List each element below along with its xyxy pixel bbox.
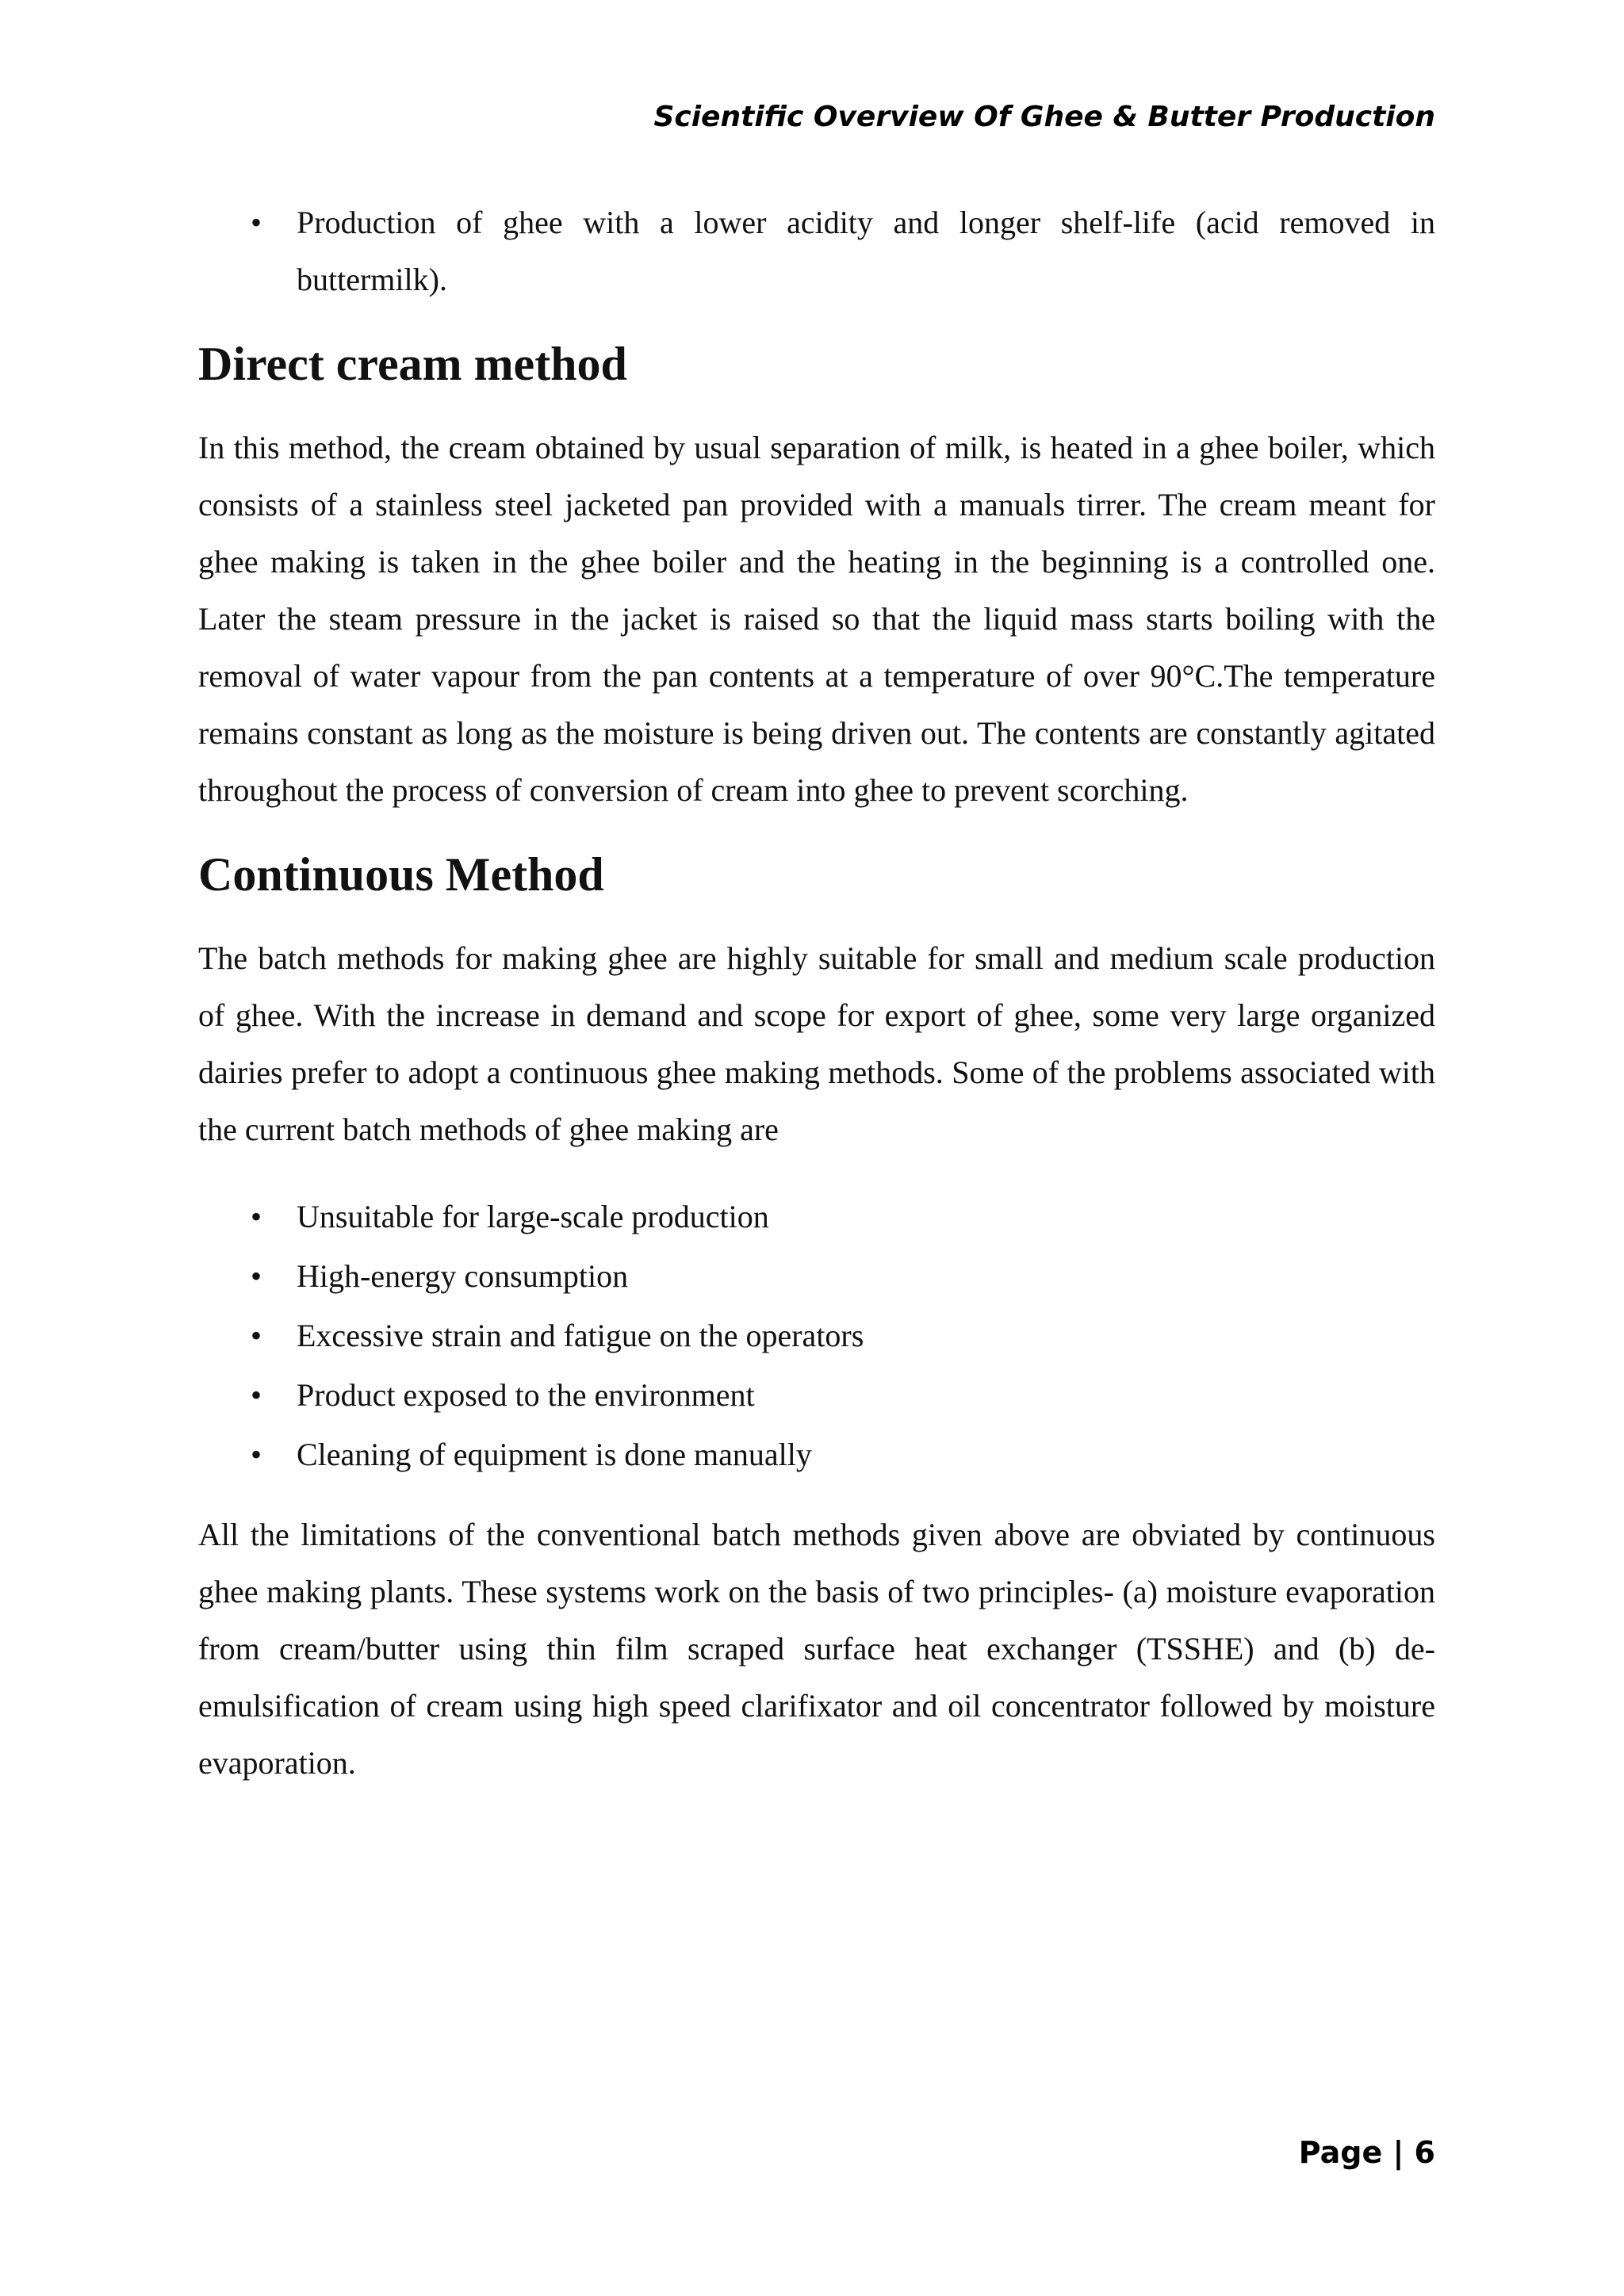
bullet-icon: • — [251, 1199, 262, 1234]
page-body — [198, 194, 1435, 1792]
bullet-icon: • — [251, 1377, 262, 1413]
section-paragraph: In this method, the cream obtained by usual separation of milk, is heated in a ghee boiler, which consists of a stainless steel jacketed pan provided with a manuals tirrer. The cream meant for ghee making is taken in the ghee boiler and the heating in the beginning is a controlled one. Later the steam pressure in the jacket is raised so that the liquid mass starts boiling with the removal of water vapour from the pan contents at a temperature of over 90°C.The temperature remains constant as long as the moisture is being driven out. The contents are constantly agitated throughout the process of conversion of cream into ghee to prevent scorching. — [198, 430, 1435, 808]
section-paragraph: The batch methods for making ghee are highly suitable for small and medium scale production of ghee. With the increase in demand and scope for export of ghee, some very large organized dairies prefer to adopt a continuous ghee making methods. Some of the problems associated with the current batch methods of ghee making are — [198, 940, 1435, 1147]
closing-paragraph: All the limitations of the conventional batch methods given above are obviated by continuous ghee making plants. These systems work on the basis of two principles- (a) moisture evaporation from cream/butter using thin film scraped surface heat exchanger (TSSHE) and (b) de-emulsification of cream using high speed clarifixator and oil concentrator followed by moisture evaporation. — [198, 1517, 1435, 1781]
intro-bullet-list — [198, 194, 1435, 308]
list-item — [198, 1425, 1435, 1484]
list-item — [198, 1187, 1435, 1246]
bullet-text: Product exposed to the environment — [297, 1377, 755, 1413]
bullet-text: Unsuitable for large-scale production — [297, 1199, 769, 1234]
list-item — [198, 1365, 1435, 1425]
page-number: Page | 6 — [1298, 2135, 1435, 2170]
problems-bullet-list — [198, 1187, 1435, 1484]
bullet-text: Production of ghee with a lower acidity and longer shelf-life (acid removed in buttermilk). — [297, 205, 1435, 297]
bullet-text: Excessive strain and fatigue on the operators — [297, 1318, 864, 1353]
section-heading: Continuous Method — [198, 848, 604, 901]
bullet-icon: • — [251, 205, 262, 240]
bullet-text: Cleaning of equipment is done manually — [297, 1437, 812, 1472]
list-item — [198, 1306, 1435, 1365]
list-item — [198, 1246, 1435, 1306]
running-header: Scientific Overview Of Ghee & Butter Production — [653, 101, 1435, 133]
section-heading: Direct cream method — [198, 338, 627, 390]
bullet-icon: • — [251, 1318, 262, 1353]
bullet-icon: • — [251, 1258, 262, 1294]
bullet-icon: • — [251, 1437, 262, 1472]
list-item — [198, 194, 1435, 308]
bullet-text: High-energy consumption — [297, 1258, 629, 1294]
